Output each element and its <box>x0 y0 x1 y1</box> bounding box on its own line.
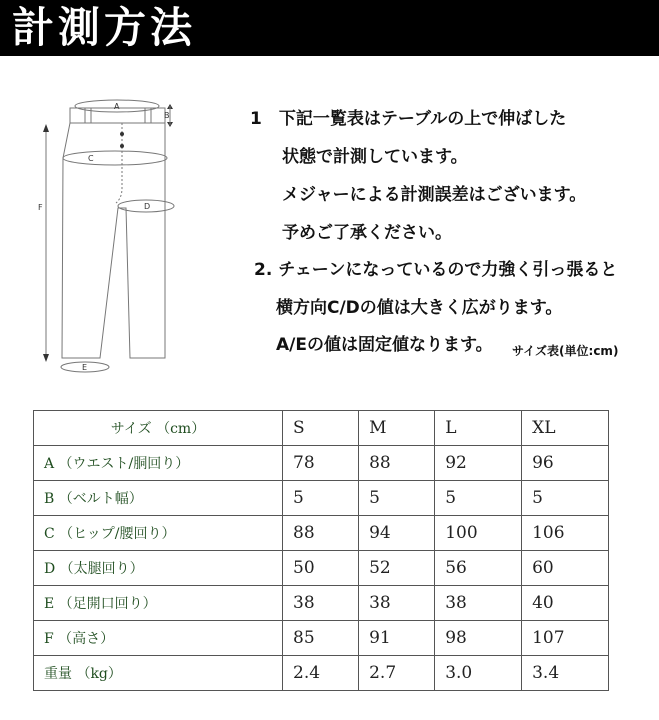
size-table <box>33 410 609 691</box>
diagram-label-c: C <box>88 154 94 163</box>
note-line: 予めご了承ください。 <box>282 223 452 243</box>
diagram-label-b: B <box>164 111 170 120</box>
table-cell: 78 <box>283 446 359 481</box>
table-cell: 5 <box>522 481 609 516</box>
table-cell: 85 <box>283 621 359 656</box>
pants-diagram <box>30 88 190 388</box>
table-cell: 107 <box>522 621 609 656</box>
note-line: A/Eの値は固定値なります。 <box>276 335 493 355</box>
title-bar <box>0 0 659 56</box>
table-cell: 40 <box>522 586 609 621</box>
table-cell: 100 <box>435 516 522 551</box>
note-line: 状態で計測しています。 <box>282 147 468 167</box>
header-cell: サイズ （cm） <box>34 411 283 446</box>
row-label: C （ヒップ/腰回り） <box>34 516 283 551</box>
table-cell: 92 <box>435 446 522 481</box>
table-cell: 91 <box>359 621 435 656</box>
row-label: B （ベルト幅） <box>34 481 283 516</box>
header-cell: XL <box>522 411 609 446</box>
table-cell: 2.4 <box>283 656 359 691</box>
table-header-row <box>34 411 609 446</box>
pants-outline <box>62 123 165 358</box>
table-cell: 3.0 <box>435 656 522 691</box>
header-cell: S <box>283 411 359 446</box>
table-cell: 56 <box>435 551 522 586</box>
table-cell: 98 <box>435 621 522 656</box>
unit-note: サイズ表(単位:cm) <box>512 344 619 358</box>
table-cell: 3.4 <box>522 656 609 691</box>
table-row <box>34 656 609 691</box>
row-label: F （高さ） <box>34 621 283 656</box>
table-cell: 2.7 <box>359 656 435 691</box>
table-cell: 60 <box>522 551 609 586</box>
table-row <box>34 516 609 551</box>
table-row <box>34 621 609 656</box>
note-line: メジャーによる計測誤差はございます。 <box>282 185 587 205</box>
page-title: 計測方法 <box>12 3 197 52</box>
table-row <box>34 481 609 516</box>
table-cell: 38 <box>283 586 359 621</box>
header-cell: L <box>435 411 522 446</box>
row-label: 重量 （kg） <box>34 656 283 691</box>
table-cell: 38 <box>435 586 522 621</box>
diagram-label-e: E <box>82 363 88 372</box>
table-cell: 5 <box>435 481 522 516</box>
row-label: E （足開口回り） <box>34 586 283 621</box>
table-cell: 52 <box>359 551 435 586</box>
header-cell: M <box>359 411 435 446</box>
note-line: 1 下記一覧表はテーブルの上で伸ばした <box>250 109 567 129</box>
table-cell: 5 <box>359 481 435 516</box>
diagram-label-f: F <box>38 203 43 212</box>
table-cell: 50 <box>283 551 359 586</box>
table-row <box>34 551 609 586</box>
table-row <box>34 446 609 481</box>
table-cell: 88 <box>359 446 435 481</box>
diagram-label-d: D <box>144 202 151 211</box>
diagram-label-a: A <box>114 102 120 111</box>
table-cell: 5 <box>283 481 359 516</box>
table-row <box>34 586 609 621</box>
row-label: A （ウエスト/胴回り） <box>34 446 283 481</box>
table-cell: 38 <box>359 586 435 621</box>
table-cell: 94 <box>359 516 435 551</box>
row-label: D （太腿回り） <box>34 551 283 586</box>
table-cell: 106 <box>522 516 609 551</box>
table-cell: 88 <box>283 516 359 551</box>
table-cell: 96 <box>522 446 609 481</box>
note-line: 2. チェーンになっているので力強く引っ張ると <box>254 260 618 280</box>
note-line: 横方向C/Dの値は大きく広がります。 <box>276 298 563 318</box>
